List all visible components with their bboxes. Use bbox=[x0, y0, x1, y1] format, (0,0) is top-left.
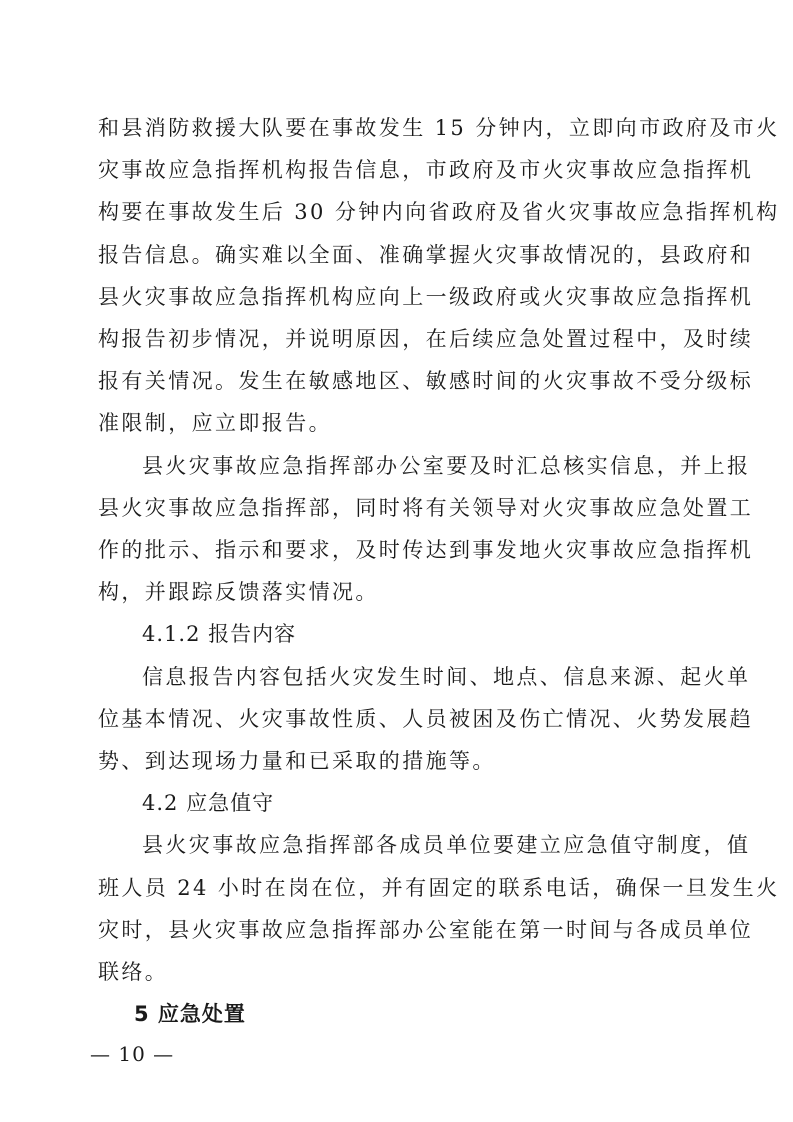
paragraph-line: 准限制，应立即报告。 bbox=[98, 411, 332, 435]
paragraph-line: 构要在事故发生后 30 分钟内向省政府及省火灾事故应急指挥机构 bbox=[98, 200, 780, 224]
paragraph-line: 县火灾事故应急指挥部各成员单位要建立应急值守制度，值 bbox=[142, 833, 751, 857]
paragraph-line: 信息报告内容包括火灾发生时间、地点、信息来源、起火单 bbox=[142, 665, 751, 689]
chapter-heading: 5 应急处置 bbox=[134, 1002, 246, 1026]
section-heading: 4.2 应急值守 bbox=[142, 791, 275, 815]
paragraph-line: 和县消防救援大队要在事故发生 15 分钟内，立即向市政府及市火 bbox=[98, 116, 780, 140]
paragraph-line: 报告信息。确实难以全面、准确掌握火灾事故情况的，县政府和 bbox=[98, 243, 754, 267]
paragraph-line: 县火灾事故应急指挥机构应向上一级政府或火灾事故应急指挥机 bbox=[98, 285, 754, 309]
paragraph-line: 势、到达现场力量和已采取的措施等。 bbox=[98, 749, 496, 773]
paragraph-line: 位基本情况、火灾事故性质、人员被困及伤亡情况、火势发展趋 bbox=[98, 707, 754, 731]
paragraph-line: 班人员 24 小时在岗在位，并有固定的联系电话，确保一旦发生火 bbox=[98, 876, 780, 900]
paragraph-line: 县火灾事故应急指挥部办公室要及时汇总核实信息，并上报 bbox=[142, 454, 751, 478]
paragraph-line: 灾事故应急指挥机构报告信息，市政府及市火灾事故应急指挥机 bbox=[98, 158, 754, 182]
paragraph-line: 构报告初步情况，并说明原因，在后续应急处置过程中，及时续 bbox=[98, 327, 754, 351]
paragraph-line: 作的批示、指示和要求，及时传达到事发地火灾事故应急指挥机 bbox=[98, 538, 754, 562]
paragraph-line: 构，并跟踪反馈落实情况。 bbox=[98, 580, 379, 604]
paragraph-line: 报有关情况。发生在敏感地区、敏感时间的火灾事故不受分级标 bbox=[98, 369, 754, 393]
section-heading: 4.1.2 报告内容 bbox=[142, 622, 297, 646]
paragraph-line: 联络。 bbox=[98, 960, 169, 984]
paragraph-line: 县火灾事故应急指挥部，同时将有关领导对火灾事故应急处置工 bbox=[98, 496, 754, 520]
paragraph-line: 灾时，县火灾事故应急指挥部办公室能在第一时间与各成员单位 bbox=[98, 918, 754, 942]
page-number: — 10 — bbox=[90, 1042, 175, 1066]
